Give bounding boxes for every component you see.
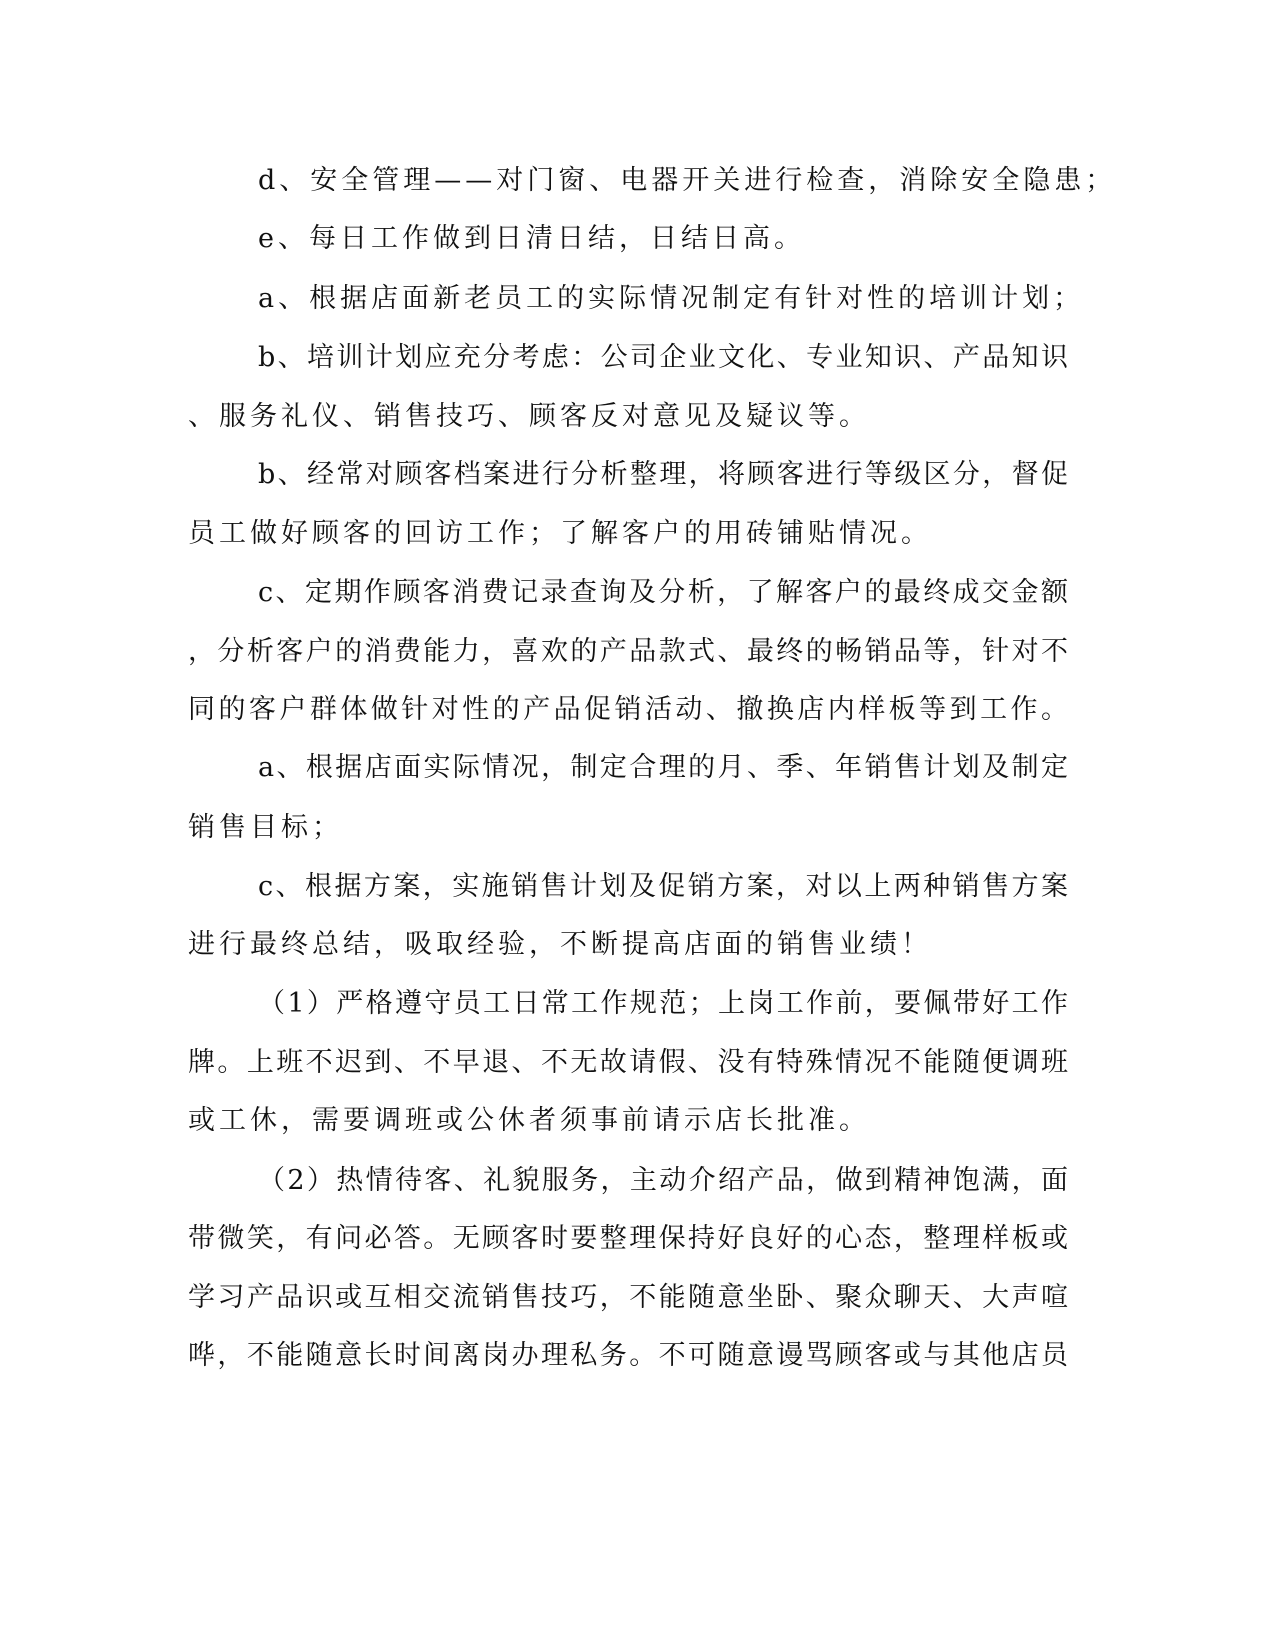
- text-line-20: 学习产品识或互相交流销售技巧，不能随意坐卧、聚众聊天、大声喧: [188, 1282, 1068, 1313]
- text-line-5: 、服务礼仪、销售技巧、顾客反对意见及疑议等。: [188, 401, 870, 432]
- text-line-4: b、培训计划应充分考虑：公司企业文化、专业知识、产品知识: [258, 342, 1068, 373]
- text-line-9: ，分析客户的消费能力，喜欢的产品款式、最终的畅销品等，针对不: [188, 636, 1068, 667]
- text-line-17: 或工休，需要调班或公休者须事前请示店长批准。: [188, 1105, 870, 1136]
- text-line-3: a、根据店面新老员工的实际情况制定有针对性的培训计划；: [258, 283, 1085, 314]
- text-line-7: 员工做好顾客的回访工作；了解客户的用砖铺贴情况。: [188, 518, 932, 549]
- text-line-16: 牌。上班不迟到、不早退、不无故请假、没有特殊情况不能随便调班: [188, 1047, 1068, 1078]
- text-line-6: b、经常对顾客档案进行分析整理，将顾客进行等级区分，督促: [258, 459, 1068, 490]
- text-line-11: a、根据店面实际情况，制定合理的月、季、年销售计划及制定: [258, 752, 1068, 783]
- text-line-8: c、定期作顾客消费记录查询及分析，了解客户的最终成交金额: [258, 577, 1068, 608]
- text-line-14: 进行最终总结，吸取经验，不断提高店面的销售业绩！: [188, 929, 932, 960]
- text-line-21: 哗，不能随意长时间离岗办理私务。不可随意谩骂顾客或与其他店员: [188, 1340, 1068, 1371]
- text-line-15: （1）严格遵守员工日常工作规范；上岗工作前，要佩带好工作: [258, 988, 1068, 1019]
- text-line-18: （2）热情待客、礼貌服务，主动介绍产品，做到精神饱满，面: [258, 1165, 1068, 1196]
- text-line-2: e、每日工作做到日清日结，日结日高。: [258, 223, 805, 254]
- text-line-1: d、安全管理——对门窗、电器开关进行检查，消除安全隐患；: [258, 165, 1117, 196]
- text-line-10: 同的客户群体做针对性的产品促销活动、撤换店内样板等到工作。: [188, 694, 1068, 725]
- text-line-13: c、根据方案，实施销售计划及促销方案，对以上两种销售方案: [258, 871, 1068, 902]
- text-line-19: 带微笑，有问必答。无顾客时要整理保持好良好的心态，整理样板或: [188, 1223, 1068, 1254]
- text-line-12: 销售目标；: [188, 812, 343, 843]
